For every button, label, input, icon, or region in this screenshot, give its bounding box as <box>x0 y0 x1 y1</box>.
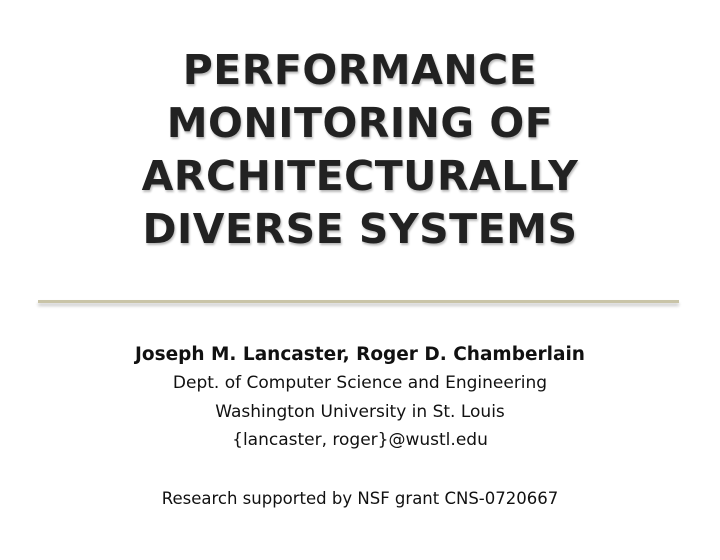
authors: Joseph M. Lancaster, Roger D. Chamberlain <box>135 344 585 365</box>
slide-body <box>60 340 660 513</box>
title-line-1: PERFORMANCE <box>182 46 538 94</box>
email-address: {lancaster, roger}@wustl.edu <box>232 430 488 450</box>
department: Dept. of Computer Science and Engineering <box>172 373 548 393</box>
funding-note: Research supported by NSF grant CNS-0720667 <box>161 488 559 508</box>
title-line-4: DIVERSE SYSTEMS <box>142 205 578 253</box>
university: Washington University in St. Louis <box>215 401 505 422</box>
slide-title <box>60 44 660 256</box>
title-divider <box>38 300 679 303</box>
title-line-3: ARCHITECTURALLY <box>141 152 579 200</box>
title-line-2: MONITORING OF <box>166 99 554 147</box>
